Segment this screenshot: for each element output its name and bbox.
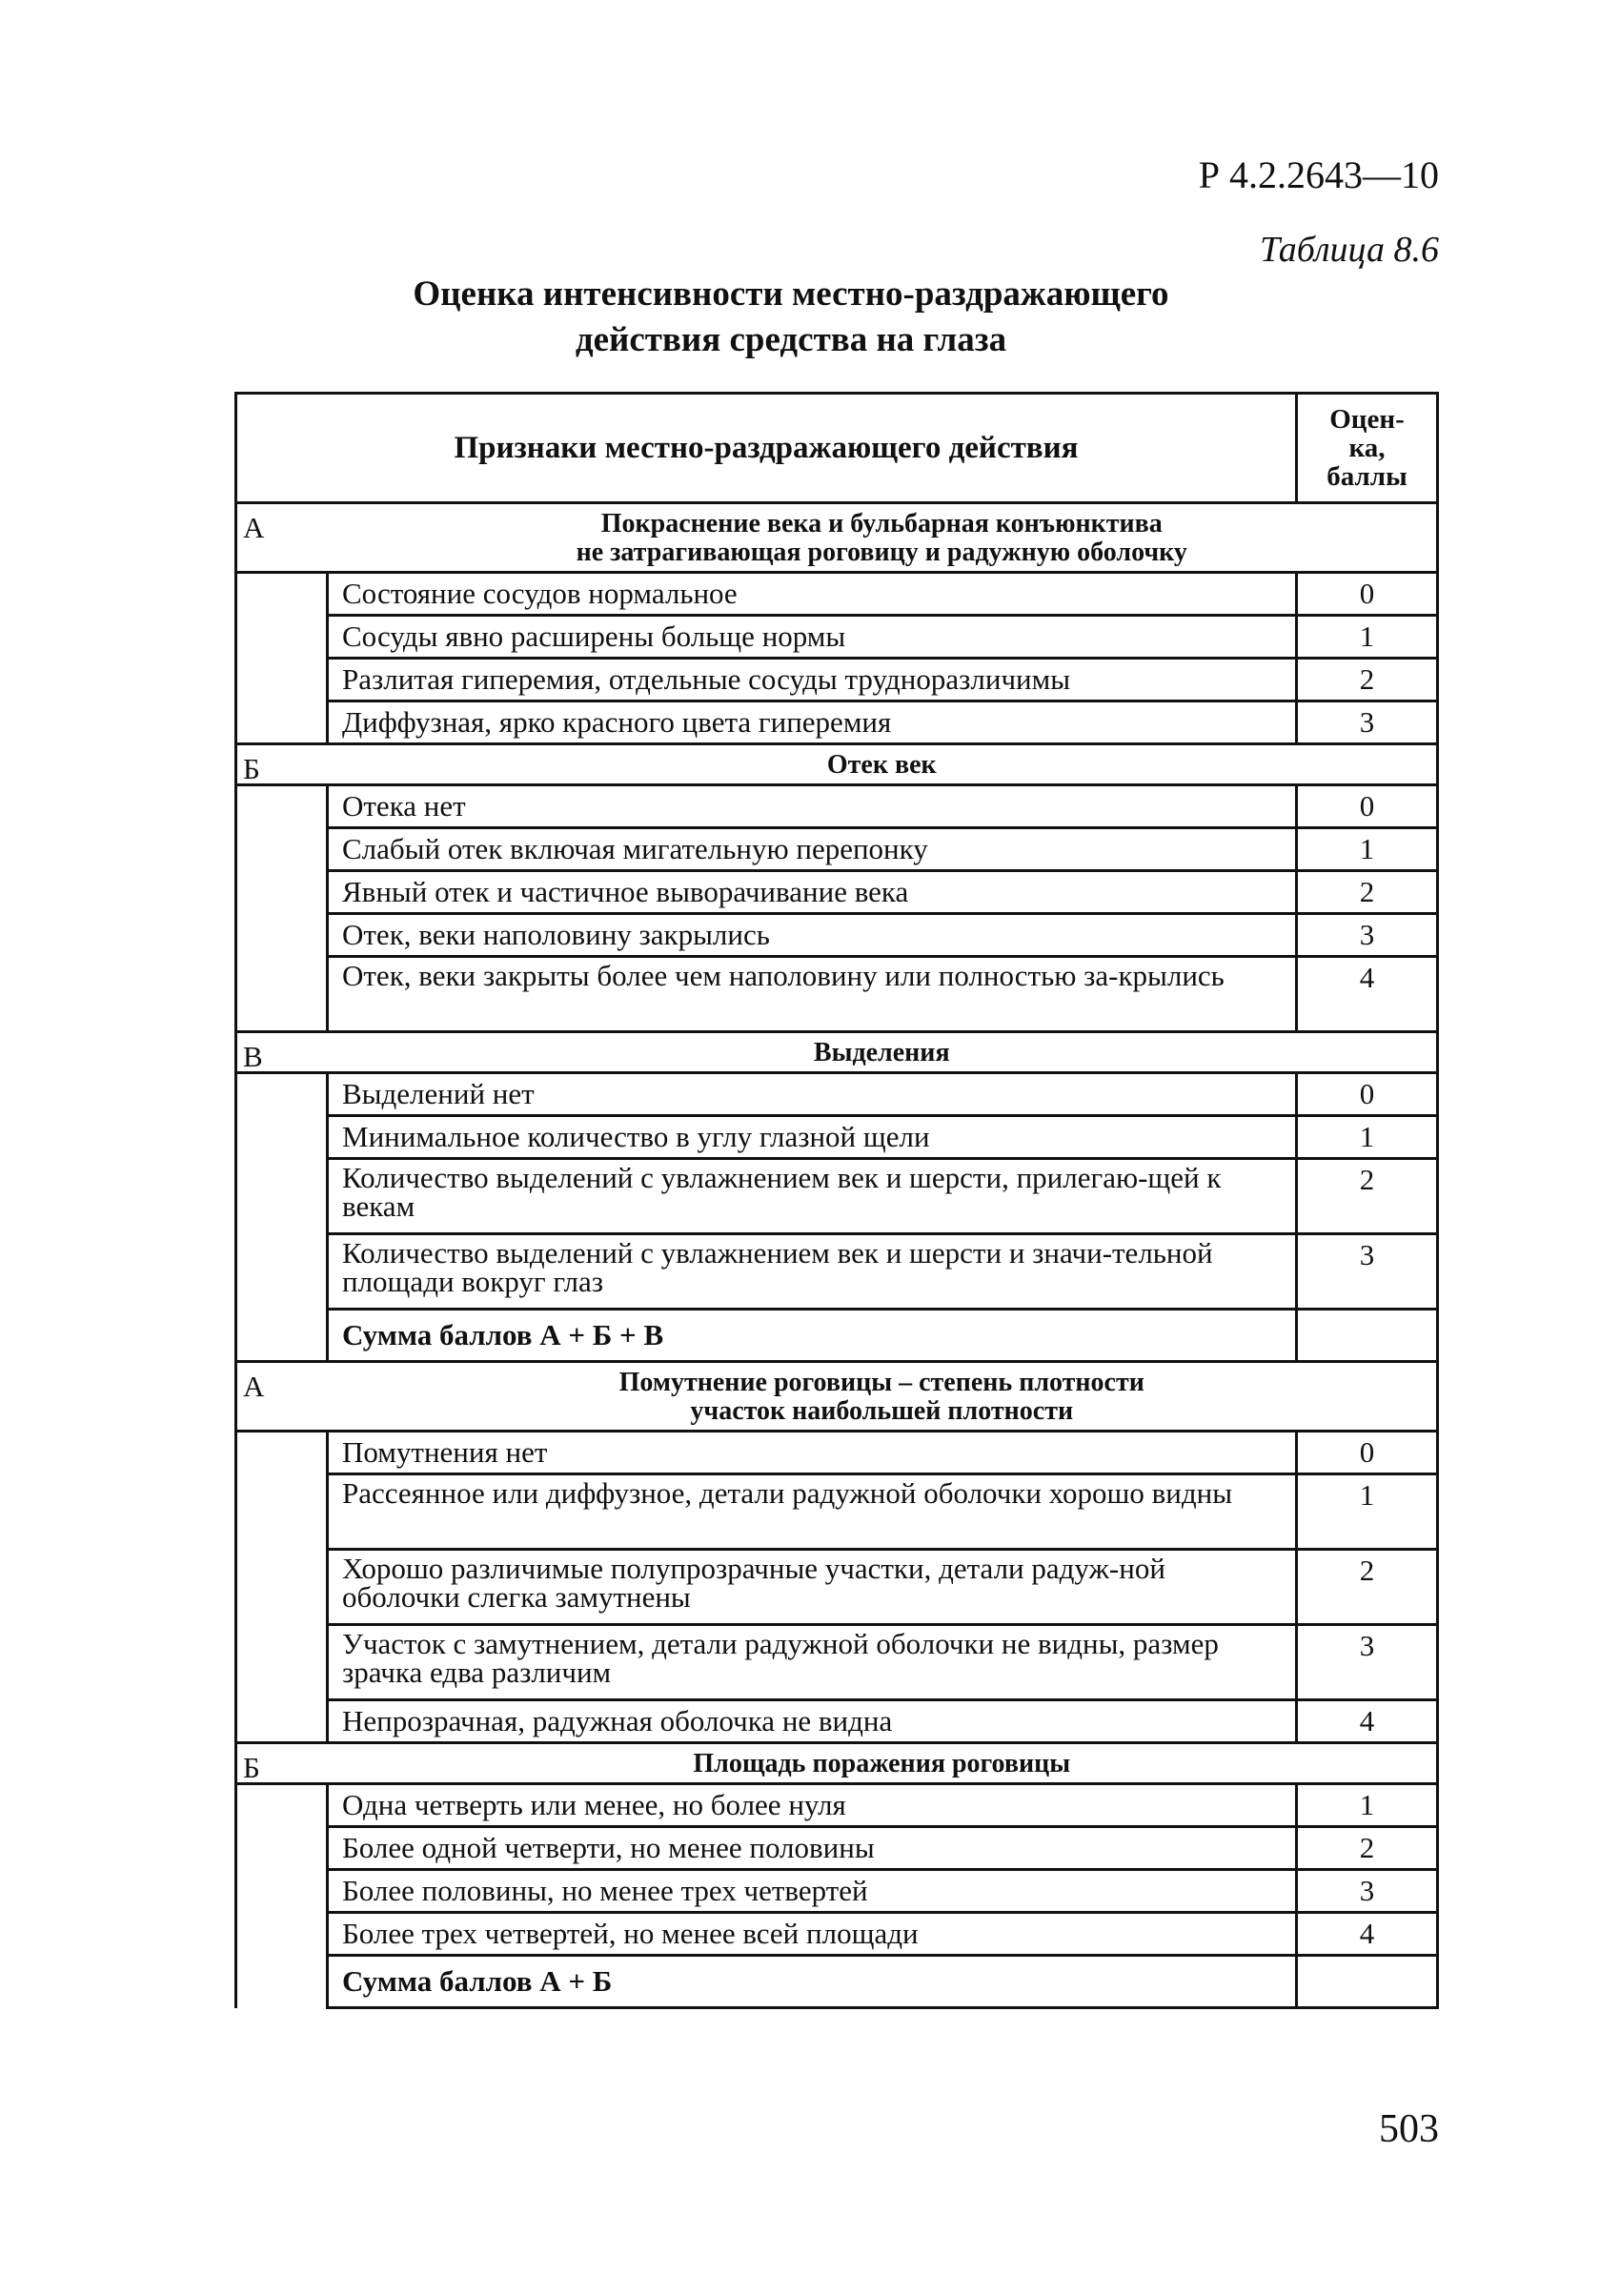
criterion-score: 2 (1297, 1550, 1438, 1625)
criterion-text: Слабый отек включая мигательную перепонку (328, 828, 1297, 871)
criterion-text: Помутнения нет (328, 1432, 1297, 1474)
criterion-score: 0 (1297, 785, 1438, 828)
table-row (236, 616, 1438, 659)
section-title: Площадь поражения роговицы (328, 1743, 1438, 1784)
section-indent-cell (236, 1073, 328, 1362)
criterion-score: 4 (1297, 1913, 1438, 1956)
criterion-score: 2 (1297, 659, 1438, 701)
sum-score (1297, 1310, 1438, 1362)
criterion-text: Минимальное количество в углу глазной щели (328, 1116, 1297, 1159)
criterion-text: Более одной четверти, но менее половины (328, 1827, 1297, 1870)
criterion-text: Рассеянное или диффузное, детали радужной оболочки хорошо видны (328, 1474, 1297, 1550)
section-letter: Б (236, 744, 328, 785)
criterion-score: 2 (1297, 871, 1438, 914)
criterion-score: 4 (1297, 957, 1438, 1032)
criterion-text: Хорошо различимые полупрозрачные участки, детали радуж-ной оболочки слегка замутнены (328, 1550, 1297, 1625)
criterion-score: 3 (1297, 1234, 1438, 1310)
sum-label: Сумма баллов А + Б + В (328, 1310, 1297, 1362)
criterion-score: 1 (1297, 1474, 1438, 1550)
section-letter: Б (236, 1743, 328, 1784)
section-header-row (236, 744, 1438, 785)
criterion-score: 3 (1297, 1625, 1438, 1700)
table-row (236, 785, 1438, 828)
sum-row (236, 1310, 1438, 1362)
section-title: Отек век (328, 744, 1438, 785)
section-title-line-1: Покраснение века и бульбарная конъюнктива (600, 509, 1163, 538)
section-title (328, 1362, 1438, 1432)
header-score (1297, 394, 1438, 503)
header-signs: Признаки местно-раздражающего действия (236, 394, 1297, 503)
table-header-row (236, 394, 1438, 503)
section-header-row (236, 1362, 1438, 1432)
table-row (236, 1827, 1438, 1870)
criterion-text: Отек, веки закрыты более чем наполовину или полностью за-крылись (328, 957, 1297, 1032)
page-number: 503 (1379, 2107, 1439, 2151)
section-title-line-2: не затрагивающая роговицу и радужную оболочку (576, 538, 1187, 567)
table-row (236, 828, 1438, 871)
table-row (236, 1913, 1438, 1956)
table-row (236, 1550, 1438, 1625)
criterion-text: Одна четверть или менее, но более нуля (328, 1784, 1297, 1827)
criterion-score: 3 (1297, 1870, 1438, 1913)
header-score-line-1: Оцен- (1329, 404, 1405, 435)
section-indent-cell (236, 1784, 328, 2008)
sum-label: Сумма баллов А + Б (328, 1956, 1297, 2008)
criterion-text: Состояние сосудов нормальное (328, 573, 1297, 616)
criterion-score: 3 (1297, 701, 1438, 744)
eye-irritation-table (234, 392, 1439, 2009)
criterion-text: Явный отек и частичное выворачивание века (328, 871, 1297, 914)
criterion-text: Непрозрачная, радужная оболочка не видна (328, 1700, 1297, 1743)
table-title-line-2: действия средства на глаза (575, 320, 1007, 359)
section-letter: В (236, 1032, 328, 1073)
section-title: Выделения (328, 1032, 1438, 1073)
table-row (236, 1784, 1438, 1827)
table-row (236, 1159, 1438, 1234)
table-row (236, 1625, 1438, 1700)
section-title-line-1: Помутнение роговицы – степень плотности (618, 1368, 1144, 1397)
criterion-text: Количество выделений с увлажнением век и шерсти и значи-тельной площади вокруг глаз (328, 1234, 1297, 1310)
header-score-line-3: баллы (1326, 461, 1407, 492)
table-row (236, 914, 1438, 957)
section-letter: А (236, 1362, 328, 1432)
criterion-score: 1 (1297, 828, 1438, 871)
table-row (236, 659, 1438, 701)
criterion-text: Диффузная, ярко красного цвета гиперемия (328, 701, 1297, 744)
table-row (236, 957, 1438, 1032)
criterion-score: 2 (1297, 1159, 1438, 1234)
criterion-score: 1 (1297, 1784, 1438, 1827)
criterion-score: 1 (1297, 616, 1438, 659)
section-header-row (236, 1743, 1438, 1784)
sum-score (1297, 1956, 1438, 2008)
table-row (236, 1234, 1438, 1310)
criterion-score: 1 (1297, 1116, 1438, 1159)
criterion-text: Более трех четвертей, но менее всей площади (328, 1913, 1297, 1956)
criterion-text: Отека нет (328, 785, 1297, 828)
section-header-row (236, 1032, 1438, 1073)
document-code: Р 4.2.2643—10 (1198, 153, 1439, 196)
criterion-score: 3 (1297, 914, 1438, 957)
table-title (362, 272, 1220, 363)
criterion-score: 0 (1297, 1432, 1438, 1474)
table-row (236, 1116, 1438, 1159)
section-letter: А (236, 503, 328, 573)
criterion-score: 0 (1297, 1073, 1438, 1116)
criterion-score: 4 (1297, 1700, 1438, 1743)
criterion-text: Более половины, но менее трех четвертей (328, 1870, 1297, 1913)
criterion-text: Отек, веки наполовину закрылись (328, 914, 1297, 957)
table-row (236, 1432, 1438, 1474)
criterion-text: Количество выделений с увлажнением век и шерсти, прилегаю-щей к векам (328, 1159, 1297, 1234)
sum-row (236, 1956, 1438, 2008)
table-row (236, 573, 1438, 616)
header-score-line-2: ка, (1348, 433, 1386, 463)
criterion-text: Выделений нет (328, 1073, 1297, 1116)
table-row (236, 1870, 1438, 1913)
section-header-row (236, 503, 1438, 573)
table-row (236, 701, 1438, 744)
table-row (236, 1700, 1438, 1743)
table-row (236, 1073, 1438, 1116)
criterion-score: 2 (1297, 1827, 1438, 1870)
table-label: Таблица 8.6 (1260, 230, 1439, 270)
criterion-text: Участок с замутнением, детали радужной оболочки не видны, размер зрачка едва различим (328, 1625, 1297, 1700)
section-indent-cell (236, 573, 328, 744)
table-title-line-1: Оценка интенсивности местно-раздражающего (413, 274, 1169, 314)
criterion-text: Сосуды явно расширены больще нормы (328, 616, 1297, 659)
table-row (236, 1474, 1438, 1550)
section-title-line-2: участок наибольшей плотности (690, 1396, 1074, 1426)
criterion-score: 0 (1297, 573, 1438, 616)
section-indent-cell (236, 785, 328, 1032)
table-row (236, 871, 1438, 914)
section-title (328, 503, 1438, 573)
section-indent-cell (236, 1432, 328, 1743)
criterion-text: Разлитая гиперемия, отдельные сосуды трудноразличимы (328, 659, 1297, 701)
